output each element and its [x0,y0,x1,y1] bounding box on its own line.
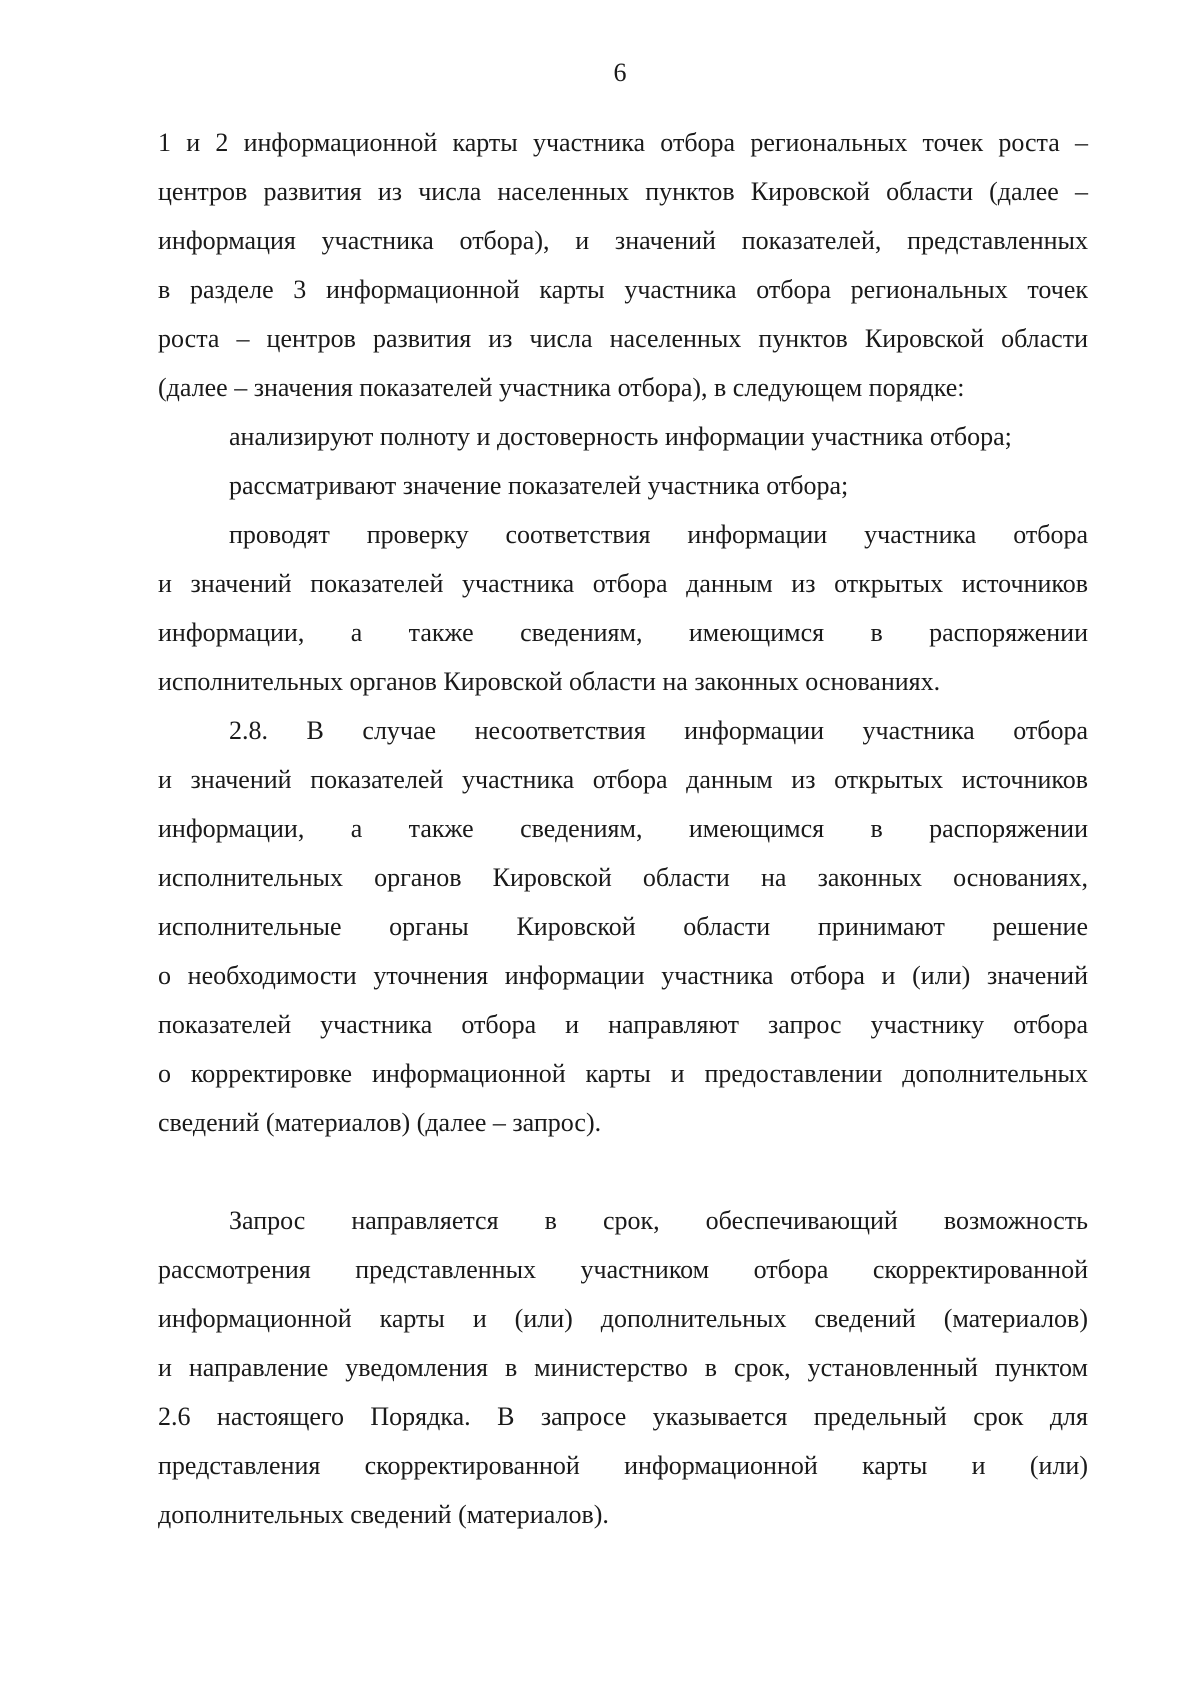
text-line: (далее – значения показателей участника отбора), в следующем порядке: [158,373,965,402]
text-line: в разделе 3 информационной карты участника отбора региональных точек [158,275,1088,304]
paragraph-gap [158,1147,1088,1196]
text-line: дополнительных сведений (материалов). [158,1500,609,1529]
text-line: рассматривают значение показателей участника отбора; [229,471,849,500]
text-line: о корректировке информационной карты и предоставлении дополнительных [158,1059,1088,1088]
text-line: 2.8. В случае несоответствия информации участника отбора [229,716,1088,745]
paragraph-request [158,1196,1088,1539]
text-line: информации, а также сведениям, имеющимся в распоряжении [158,814,1088,843]
page-number: 6 [613,58,627,87]
text-line: рассмотрения представленных участником отбора скорректированной [158,1255,1088,1284]
text-line: центров развития из числа населенных пунктов Кировской области (далее – [158,177,1088,206]
text-line: проводят проверку соответствия информации участника отбора [229,520,1088,549]
text-line: представления скорректированной информационной карты и (или) [158,1451,1088,1480]
text-line: 2.6 настоящего Порядка. В запросе указывается предельный срок для [158,1402,1088,1431]
text-line: и значений показателей участника отбора данным из открытых источников [158,569,1088,598]
text-line: сведений (материалов) (далее – запрос). [158,1108,602,1137]
paragraph-verification [158,510,1088,706]
paragraph-clause-2-8 [158,706,1088,1147]
text-line: анализируют полноту и достоверность информации участника отбора; [229,422,1012,451]
text-line: исполнительных органов Кировской области на законных основаниях. [158,667,941,696]
text-line: 1 и 2 информационной карты участника отбора региональных точек роста – [158,128,1088,157]
text-line: Запрос направляется в срок, обеспечивающий возможность [229,1206,1088,1235]
text-line: информации, а также сведениям, имеющимся в распоряжении [158,618,1088,647]
text-line: исполнительных органов Кировской области на законных основаниях, [158,863,1088,892]
paragraph-analyze [158,412,1088,461]
text-line: и направление уведомления в министерство в срок, установленный пунктом [158,1353,1088,1382]
text-line: о необходимости уточнения информации участника отбора и (или) значений [158,961,1088,990]
text-line: информационной карты и (или) дополнительных сведений (материалов) [158,1304,1088,1333]
text-line: и значений показателей участника отбора данным из открытых источников [158,765,1088,794]
text-line: исполнительные органы Кировской области принимают решение [158,912,1088,941]
paragraph-continuation [158,118,1088,412]
text-line: информация участника отбора), и значений показателей, представленных [158,226,1088,255]
document-body [158,118,1088,1539]
text-line: показателей участника отбора и направляют запрос участнику отбора [158,1010,1088,1039]
text-line: роста – центров развития из числа населенных пунктов Кировской области [158,324,1088,353]
paragraph-review [158,461,1088,510]
